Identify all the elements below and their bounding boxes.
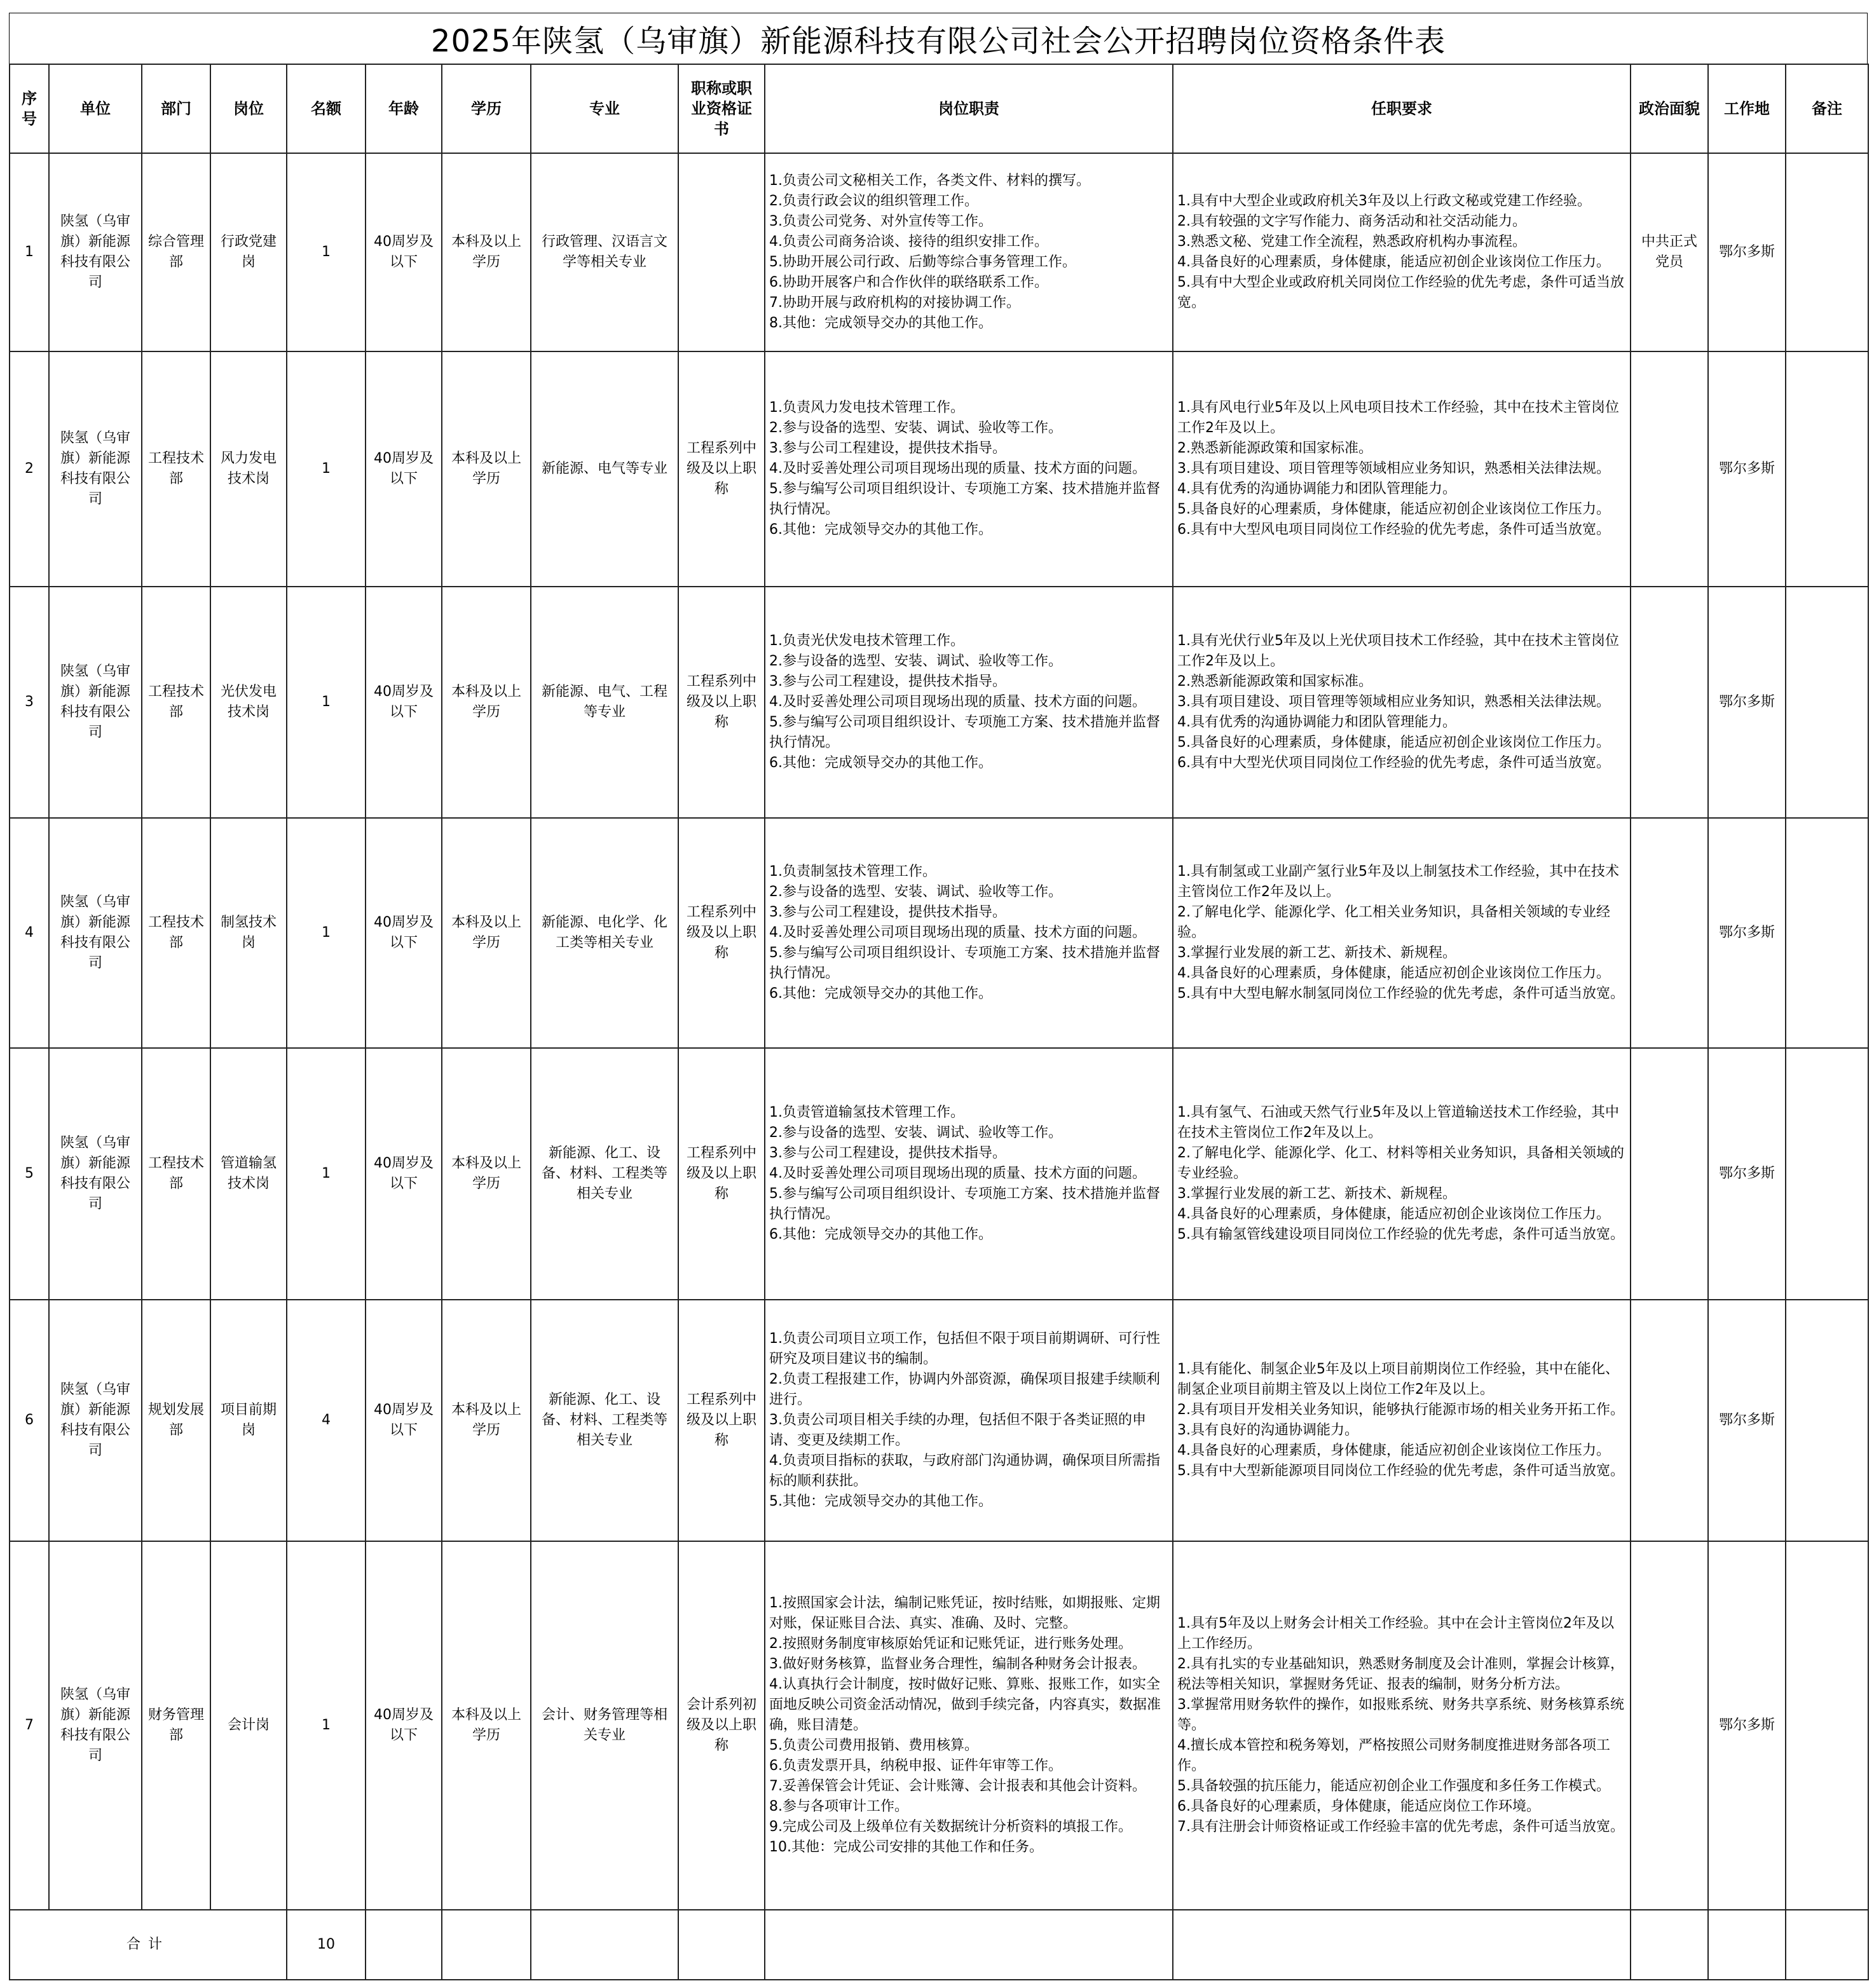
duty-item: 6.负责发票开具，纳税申报、证件年审等工作。 xyxy=(769,1758,1062,1774)
cell-quota: 1 xyxy=(287,1048,366,1300)
cell-age: 40周岁及以下 xyxy=(366,1048,442,1300)
duty-item: 4.及时妥善处理公司项目现场出现的质量、技术方面的问题。 xyxy=(769,925,1146,941)
cell-location: 鄂尔多斯 xyxy=(1708,818,1786,1048)
cell-age: 40周岁及以下 xyxy=(366,1541,442,1910)
header-dept: 部门 xyxy=(142,64,210,153)
duty-item: 6.其他：完成领导交办的其他工作。 xyxy=(769,986,992,1002)
cell-unit: 陕氢（乌审旗）新能源科技有限公司 xyxy=(49,351,142,587)
cell-note xyxy=(1786,351,1868,587)
duty-item: 4.及时妥善处理公司项目现场出现的质量、技术方面的问题。 xyxy=(769,1166,1146,1181)
table-row xyxy=(10,153,1868,351)
duty-item: 5.参与编写公司项目组织设计、专项施工方案、技术措施并监督执行情况。 xyxy=(769,945,1160,981)
cell-cert: 工程系列中级及以上职称 xyxy=(678,1048,765,1300)
requirement-item: 5.具备良好的心理素质，身体健康，能适应初创企业该岗位工作压力。 xyxy=(1177,501,1610,517)
duty-item: 2.负责行政会议的组织管理工作。 xyxy=(769,193,978,209)
cell-politics xyxy=(1631,1048,1708,1300)
cell-edu: 本科及以上学历 xyxy=(442,153,531,351)
cell-post: 项目前期岗 xyxy=(210,1300,287,1541)
duty-item: 3.负责公司党务、对外宣传等工作。 xyxy=(769,214,992,229)
cell-post: 光伏发电技术岗 xyxy=(210,587,287,818)
requirement-item: 1.具有光伏行业5年及以上光伏项目技术工作经验，其中在技术主管岗位工作2年及以上。 xyxy=(1177,633,1619,669)
duty-item: 6.其他：完成领导交办的其他工作。 xyxy=(769,522,992,538)
header-row xyxy=(10,64,1868,153)
duty-item: 1.负责风力发电技术管理工作。 xyxy=(769,400,964,416)
cell-dept: 工程技术部 xyxy=(142,818,210,1048)
total-empty-cell xyxy=(366,1910,442,1980)
cell-quota: 1 xyxy=(287,587,366,818)
duty-item: 8.其他：完成领导交办的其他工作。 xyxy=(769,315,992,331)
requirement-item: 1.具有5年及以上财务会计相关工作经验。其中在会计主管岗位2年及以上工作经历。 xyxy=(1177,1616,1614,1652)
cell-unit: 陕氢（乌审旗）新能源科技有限公司 xyxy=(49,1300,142,1541)
cell-location: 鄂尔多斯 xyxy=(1708,351,1786,587)
cell-age: 40周岁及以下 xyxy=(366,153,442,351)
cell-post: 制氢技术岗 xyxy=(210,818,287,1048)
cell-unit: 陕氢（乌审旗）新能源科技有限公司 xyxy=(49,153,142,351)
table-row xyxy=(10,1300,1868,1541)
total-empty-cell xyxy=(442,1910,531,1980)
cell-politics xyxy=(1631,1541,1708,1910)
requirement-item: 2.具有扎实的专业基础知识，熟悉财务制度及会计准则，掌握会计核算，税法等相关知识，掌握财务凭证、报表的编制，财务分析方法。 xyxy=(1177,1656,1624,1692)
header-quota: 名额 xyxy=(287,64,366,153)
duty-item: 2.按照财务制度审核原始凭证和记账凭证，进行账务处理。 xyxy=(769,1636,1132,1652)
cell-requirements xyxy=(1173,1300,1631,1541)
cell-seq: 1 xyxy=(10,153,49,351)
cell-dept: 工程技术部 xyxy=(142,351,210,587)
duty-item: 4.及时妥善处理公司项目现场出现的质量、技术方面的问题。 xyxy=(769,461,1146,477)
cell-note xyxy=(1786,153,1868,351)
recruitment-sheet xyxy=(9,13,1868,1979)
duty-item: 5.参与编写公司项目组织设计、专项施工方案、技术措施并监督执行情况。 xyxy=(769,714,1160,751)
requirement-item: 5.具备较强的抗压能力，能适应初创企业工作强度和多任务工作模式。 xyxy=(1177,1778,1610,1794)
cell-seq: 7 xyxy=(10,1541,49,1910)
duty-item: 9.完成公司及上级单位有关数据统计分析资料的填报工作。 xyxy=(769,1819,1132,1835)
requirement-item: 7.具有注册会计师资格证或工作经验丰富的优先考虑，条件可适当放宽。 xyxy=(1177,1819,1624,1835)
cell-post: 风力发电技术岗 xyxy=(210,351,287,587)
requirement-item: 3.掌握行业发展的新工艺、新技术、新规程。 xyxy=(1177,1186,1456,1202)
cell-requirements xyxy=(1173,1541,1631,1910)
duty-item: 6.其他：完成领导交办的其他工作。 xyxy=(769,755,992,771)
requirement-item: 4.具备良好的心理素质，身体健康，能适应初创企业该岗位工作压力。 xyxy=(1177,1443,1610,1459)
duty-item: 4.认真执行会计制度，按时做好记账、算账、报账工作，如实全面地反映公司资金活动情况，做到手续完备，内容真实，数据准确，账目清楚。 xyxy=(769,1677,1161,1733)
cell-major: 会计、财务管理等相关专业 xyxy=(531,1541,678,1910)
duty-item: 3.做好财务核算，监督业务合理性，编制各种财务会计报表。 xyxy=(769,1656,1146,1672)
duty-item: 4.负责公司商务洽谈、接待的组织安排工作。 xyxy=(769,234,1048,250)
cell-requirements xyxy=(1173,818,1631,1048)
requirement-item: 3.熟悉文秘、党建工作全流程，熟悉政府机构办事流程。 xyxy=(1177,234,1526,250)
cell-edu: 本科及以上学历 xyxy=(442,818,531,1048)
cell-dept: 规划发展部 xyxy=(142,1300,210,1541)
cell-edu: 本科及以上学历 xyxy=(442,351,531,587)
table-row xyxy=(10,587,1868,818)
requirement-item: 3.具有项目建设、项目管理等领域相应业务知识，熟悉相关法律法规。 xyxy=(1177,694,1610,710)
duty-item: 2.参与设备的选型、安装、调试、验收等工作。 xyxy=(769,420,1062,436)
cell-unit: 陕氢（乌审旗）新能源科技有限公司 xyxy=(49,1541,142,1910)
duty-item: 1.负责光伏发电技术管理工作。 xyxy=(769,633,964,649)
cell-edu: 本科及以上学历 xyxy=(442,1048,531,1300)
header-cert: 职称或职业资格证书 xyxy=(678,64,765,153)
table-row xyxy=(10,1541,1868,1910)
cell-requirements xyxy=(1173,153,1631,351)
cell-edu: 本科及以上学历 xyxy=(442,1541,531,1910)
cell-dept: 工程技术部 xyxy=(142,587,210,818)
requirement-item: 4.擅长成本管控和税务筹划，严格按照公司财务制度推进财务部各项工作。 xyxy=(1177,1738,1610,1774)
cell-edu: 本科及以上学历 xyxy=(442,587,531,818)
duty-item: 7.妥善保管会计凭证、会计账簿、会计报表和其他会计资料。 xyxy=(769,1778,1146,1794)
cell-politics xyxy=(1631,587,1708,818)
duty-item: 3.参与公司工程建设，提供技术指导。 xyxy=(769,904,1006,920)
cell-major: 新能源、化工、设备、材料、工程类等相关专业 xyxy=(531,1300,678,1541)
cell-location: 鄂尔多斯 xyxy=(1708,1300,1786,1541)
header-post: 岗位 xyxy=(210,64,287,153)
duty-item: 1.负责制氢技术管理工作。 xyxy=(769,864,936,880)
requirement-item: 5.具有中大型新能源项目同岗位工作经验的优先考虑，条件可适当放宽。 xyxy=(1177,1463,1624,1479)
requirement-item: 4.具备良好的心理素质，身体健康，能适应初创企业该岗位工作压力。 xyxy=(1177,254,1610,270)
cell-note xyxy=(1786,587,1868,818)
cell-cert xyxy=(678,153,765,351)
requirement-item: 2.熟悉新能源政策和国家标准。 xyxy=(1177,440,1372,456)
cell-dept: 财务管理部 xyxy=(142,1541,210,1910)
total-empty-cell xyxy=(765,1910,1173,1980)
cell-dept: 工程技术部 xyxy=(142,1048,210,1300)
header-reqs: 任职要求 xyxy=(1173,64,1631,153)
cell-cert: 工程系列中级及以上职称 xyxy=(678,587,765,818)
header-edu: 学历 xyxy=(442,64,531,153)
total-empty-cell xyxy=(531,1910,678,1980)
duty-item: 5.参与编写公司项目组织设计、专项施工方案、技术措施并监督执行情况。 xyxy=(769,1186,1160,1222)
requirement-item: 1.具有氢气、石油或天然气行业5年及以上管道输送技术工作经验，其中在技术主管岗位工作2年及以上。 xyxy=(1177,1105,1619,1141)
total-empty-cell xyxy=(678,1910,765,1980)
cell-unit: 陕氢（乌审旗）新能源科技有限公司 xyxy=(49,587,142,818)
duty-item: 3.负责公司项目相关手续的办理，包括但不限于各类证照的申请、变更及续期工作。 xyxy=(769,1412,1146,1448)
header-note: 备注 xyxy=(1786,64,1868,153)
duty-item: 1.负责管道输氢技术管理工作。 xyxy=(769,1105,964,1120)
duty-item: 8.参与各项审计工作。 xyxy=(769,1799,908,1814)
requirement-item: 6.具有中大型风电项目同岗位工作经验的优先考虑，条件可适当放宽。 xyxy=(1177,522,1610,538)
cell-note xyxy=(1786,818,1868,1048)
duty-item: 3.参与公司工程建设，提供技术指导。 xyxy=(769,1145,1006,1161)
cell-dept: 综合管理部 xyxy=(142,153,210,351)
duty-item: 1.负责公司文秘相关工作，各类文件、材料的撰写。 xyxy=(769,173,1090,189)
duty-item: 5.负责公司费用报销、费用核算。 xyxy=(769,1738,978,1753)
header-unit: 单位 xyxy=(49,64,142,153)
requirement-item: 3.掌握常用财务软件的操作，如报账系统、财务共享系统、财务核算系统等。 xyxy=(1177,1697,1624,1733)
cell-duties xyxy=(765,587,1173,818)
cell-major: 新能源、电气、工程等专业 xyxy=(531,587,678,818)
cell-quota: 1 xyxy=(287,1541,366,1910)
cell-seq: 3 xyxy=(10,587,49,818)
duty-item: 6.其他：完成领导交办的其他工作。 xyxy=(769,1227,992,1242)
cell-duties xyxy=(765,818,1173,1048)
cell-major: 行政管理、汉语言文学等相关专业 xyxy=(531,153,678,351)
header-duties: 岗位职责 xyxy=(765,64,1173,153)
cell-location: 鄂尔多斯 xyxy=(1708,587,1786,818)
duty-item: 3.参与公司工程建设，提供技术指导。 xyxy=(769,674,1006,690)
total-empty-cell xyxy=(1708,1910,1786,1980)
cell-age: 40周岁及以下 xyxy=(366,1300,442,1541)
cell-politics: 中共正式党员 xyxy=(1631,153,1708,351)
cell-politics xyxy=(1631,351,1708,587)
requirement-item: 6.具备良好的心理素质，身体健康，能适应岗位工作环境。 xyxy=(1177,1799,1540,1814)
cell-note xyxy=(1786,1541,1868,1910)
duty-item: 1.负责公司项目立项工作，包括但不限于项目前期调研、可行性研究及项目建议书的编制。 xyxy=(769,1331,1160,1367)
duty-item: 4.负责项目指标的获取，与政府部门沟通协调，确保项目所需指标的顺利获批。 xyxy=(769,1453,1160,1489)
cell-duties xyxy=(765,1300,1173,1541)
duty-item: 2.参与设备的选型、安装、调试、验收等工作。 xyxy=(769,884,1062,900)
duty-item: 5.协助开展公司行政、后勤等综合事务管理工作。 xyxy=(769,254,1076,270)
duty-item: 3.参与公司工程建设，提供技术指导。 xyxy=(769,440,1006,456)
requirement-item: 1.具有能化、制氢企业5年及以上项目前期岗位工作经验，其中在能化、制氢企业项目前期主管及以上岗位工作2年及以上。 xyxy=(1177,1361,1619,1398)
requirement-item: 5.具有中大型企业或政府机关同岗位工作经验的优先考虑，条件可适当放宽。 xyxy=(1177,275,1624,311)
duty-item: 4.及时妥善处理公司项目现场出现的质量、技术方面的问题。 xyxy=(769,694,1146,710)
total-label: 合计 xyxy=(10,1910,287,1980)
cell-seq: 5 xyxy=(10,1048,49,1300)
cell-major: 新能源、电气等专业 xyxy=(531,351,678,587)
cell-note xyxy=(1786,1048,1868,1300)
total-empty-cell xyxy=(1786,1910,1868,1980)
cell-unit: 陕氢（乌审旗）新能源科技有限公司 xyxy=(49,1048,142,1300)
cell-edu: 本科及以上学历 xyxy=(442,1300,531,1541)
header-location: 工作地 xyxy=(1708,64,1786,153)
total-empty-cell xyxy=(1631,1910,1708,1980)
qualification-table xyxy=(9,64,1869,1980)
cell-location: 鄂尔多斯 xyxy=(1708,1048,1786,1300)
cell-age: 40周岁及以下 xyxy=(366,818,442,1048)
requirement-item: 2.了解电化学、能源化学、化工相关业务知识，具备相关领域的专业经验。 xyxy=(1177,904,1610,941)
total-empty-cell xyxy=(1173,1910,1631,1980)
table-row xyxy=(10,351,1868,587)
cell-requirements xyxy=(1173,1048,1631,1300)
cell-note xyxy=(1786,1300,1868,1541)
table-title: 2025年陕氢（乌审旗）新能源科技有限公司社会公开招聘岗位资格条件表 xyxy=(9,13,1868,64)
cell-post: 会计岗 xyxy=(210,1541,287,1910)
cell-politics xyxy=(1631,818,1708,1048)
requirement-item: 3.具有良好的沟通协调能力。 xyxy=(1177,1422,1358,1438)
cell-location: 鄂尔多斯 xyxy=(1708,1541,1786,1910)
cell-seq: 6 xyxy=(10,1300,49,1541)
requirement-item: 2.熟悉新能源政策和国家标准。 xyxy=(1177,674,1372,690)
requirement-item: 2.了解电化学、能源化学、化工、材料等相关业务知识，具备相关领域的专业经验。 xyxy=(1177,1145,1624,1181)
cell-seq: 4 xyxy=(10,818,49,1048)
duty-item: 7.协助开展与政府机构的对接协调工作。 xyxy=(769,295,1020,311)
requirement-item: 2.具有项目开发相关业务知识，能够执行能源市场的相关业务开拓工作。 xyxy=(1177,1402,1624,1418)
duty-item: 10.其他：完成公司安排的其他工作和任务。 xyxy=(769,1839,1043,1855)
cell-requirements xyxy=(1173,587,1631,818)
table-row xyxy=(10,1048,1868,1300)
cell-cert: 工程系列中级及以上职称 xyxy=(678,351,765,587)
requirement-item: 2.具有较强的文字写作能力、商务活动和社交活动能力。 xyxy=(1177,214,1526,229)
cell-cert: 会计系列初级及以上职称 xyxy=(678,1541,765,1910)
cell-age: 40周岁及以下 xyxy=(366,587,442,818)
duty-item: 5.参与编写公司项目组织设计、专项施工方案、技术措施并监督执行情况。 xyxy=(769,481,1160,517)
cell-cert: 工程系列中级及以上职称 xyxy=(678,818,765,1048)
cell-major: 新能源、电化学、化工类等相关专业 xyxy=(531,818,678,1048)
cell-duties xyxy=(765,351,1173,587)
requirement-item: 5.具有输氢管线建设项目同岗位工作经验的优先考虑，条件可适当放宽。 xyxy=(1177,1227,1624,1242)
requirement-item: 4.具有优秀的沟通协调能力和团队管理能力。 xyxy=(1177,714,1456,730)
requirement-item: 3.掌握行业发展的新工艺、新技术、新规程。 xyxy=(1177,945,1456,961)
cell-major: 新能源、化工、设备、材料、工程类等相关专业 xyxy=(531,1048,678,1300)
table-row xyxy=(10,818,1868,1048)
cell-duties xyxy=(765,153,1173,351)
requirement-item: 3.具有项目建设、项目管理等领域相应业务知识，熟悉相关法律法规。 xyxy=(1177,461,1610,477)
requirement-item: 6.具有中大型光伏项目同岗位工作经验的优先考虑，条件可适当放宽。 xyxy=(1177,755,1610,771)
cell-politics xyxy=(1631,1300,1708,1541)
header-age: 年龄 xyxy=(366,64,442,153)
total-quota: 10 xyxy=(287,1910,366,1980)
duty-item: 2.参与设备的选型、安装、调试、验收等工作。 xyxy=(769,653,1062,669)
requirement-item: 4.具有优秀的沟通协调能力和团队管理能力。 xyxy=(1177,481,1456,497)
cell-duties xyxy=(765,1048,1173,1300)
header-politics: 政治面貌 xyxy=(1631,64,1708,153)
cell-quota: 1 xyxy=(287,818,366,1048)
duty-item: 1.按照国家会计法，编制记账凭证，按时结账，如期报账、定期对账，保证账目合法、真实、准确、及时、完整。 xyxy=(769,1595,1160,1631)
cell-post: 行政党建岗 xyxy=(210,153,287,351)
cell-quota: 1 xyxy=(287,153,366,351)
requirement-item: 1.具有中大型企业或政府机关3年及以上行政文秘或党建工作经验。 xyxy=(1177,193,1591,209)
requirement-item: 5.具有中大型电解水制氢同岗位工作经验的优先考虑，条件可适当放宽。 xyxy=(1177,986,1624,1002)
requirement-item: 4.具备良好的心理素质，身体健康，能适应初创企业该岗位工作压力。 xyxy=(1177,965,1610,981)
total-row xyxy=(10,1910,1868,1980)
cell-quota: 4 xyxy=(287,1300,366,1541)
requirement-item: 1.具有制氢或工业副产氢行业5年及以上制氢技术工作经验，其中在技术主管岗位工作2年及以上。 xyxy=(1177,864,1619,900)
duty-item: 6.协助开展客户和合作伙伴的联络联系工作。 xyxy=(769,275,1048,290)
cell-quota: 1 xyxy=(287,351,366,587)
requirement-item: 1.具有风电行业5年及以上风电项目技术工作经验，其中在技术主管岗位工作2年及以上。 xyxy=(1177,400,1619,436)
duty-item: 2.负责工程报建工作，协调内外部资源，确保项目报建手续顺利进行。 xyxy=(769,1372,1160,1408)
requirement-item: 4.具备良好的心理素质，身体健康，能适应初创企业该岗位工作压力。 xyxy=(1177,1206,1610,1222)
duty-item: 2.参与设备的选型、安装、调试、验收等工作。 xyxy=(769,1125,1062,1141)
cell-cert: 工程系列中级及以上职称 xyxy=(678,1300,765,1541)
cell-seq: 2 xyxy=(10,351,49,587)
header-seq: 序号 xyxy=(10,64,49,153)
cell-age: 40周岁及以下 xyxy=(366,351,442,587)
requirement-item: 5.具备良好的心理素质，身体健康，能适应初创企业该岗位工作压力。 xyxy=(1177,735,1610,751)
duty-item: 5.其他：完成领导交办的其他工作。 xyxy=(769,1494,992,1509)
cell-requirements xyxy=(1173,351,1631,587)
cell-post: 管道输氢技术岗 xyxy=(210,1048,287,1300)
header-major: 专业 xyxy=(531,64,678,153)
cell-location: 鄂尔多斯 xyxy=(1708,153,1786,351)
cell-duties xyxy=(765,1541,1173,1910)
cell-unit: 陕氢（乌审旗）新能源科技有限公司 xyxy=(49,818,142,1048)
